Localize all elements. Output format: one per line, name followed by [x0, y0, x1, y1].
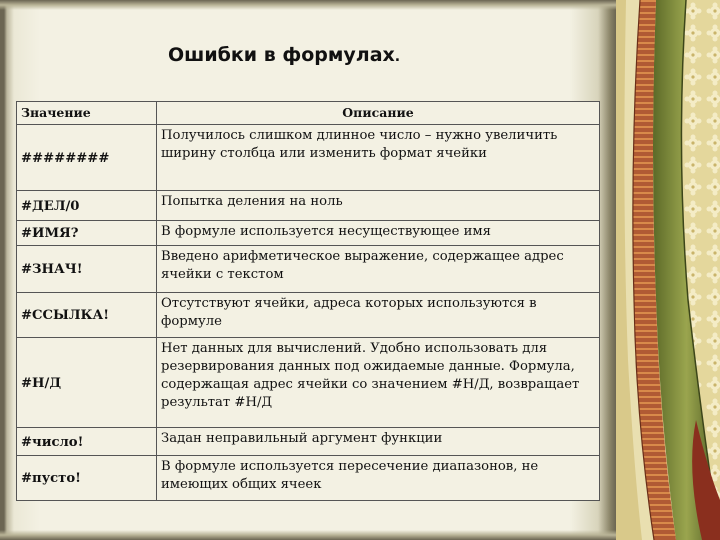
table-header-row [17, 102, 600, 125]
error-description-cell: В формуле используется несуществующее имя [157, 221, 600, 246]
table-row [17, 428, 600, 456]
error-code-cell: #ИМЯ? [17, 221, 157, 246]
error-description-cell: Введено арифметическое выражение, содержащее адрес ячейки с текстом [157, 246, 600, 293]
error-description-cell: Отсутствуют ячейки, адреса которых используются в формуле [157, 293, 600, 338]
error-description-cell: Попытка деления на ноль [157, 191, 600, 221]
slide-title [168, 44, 400, 66]
error-description-cell: Задан неправильный аргумент функции [157, 428, 600, 456]
error-code-cell: ######## [17, 125, 157, 191]
table-row [17, 456, 600, 501]
error-code-cell: #ЗНАЧ! [17, 246, 157, 293]
error-description-cell: Нет данных для вычислений. Удобно использовать для резервирования данных под ожидаемые данные. Формула, содержащая адрес ячейки со значением #Н/Д, возвращает результат #Н/Д [157, 338, 600, 428]
formula-errors-table [16, 101, 600, 501]
slide-title-punct: . [394, 49, 401, 65]
table-row [17, 221, 600, 246]
table-row [17, 338, 600, 428]
error-code-cell: #пусто! [17, 456, 157, 501]
ornament-illustration [616, 0, 720, 540]
header-description: Описание [157, 102, 600, 125]
error-description-cell: В формуле используется пересечение диапазонов, не имеющих общих ячеек [157, 456, 600, 501]
error-code-cell: #ДЕЛ/0 [17, 191, 157, 221]
error-code-cell: #Н/Д [17, 338, 157, 428]
error-code-cell: #ССЫЛКА! [17, 293, 157, 338]
decorative-ornament-panel [616, 0, 720, 540]
table-row [17, 125, 600, 191]
table-row [17, 293, 600, 338]
error-code-cell: #число! [17, 428, 157, 456]
header-value: Значение [17, 102, 157, 125]
table-row [17, 246, 600, 293]
error-description-cell: Получилось слишком длинное число – нужно увеличить ширину столбца или изменить формат ячейки [157, 125, 600, 191]
slide-title-text: Ошибки в формулах [168, 44, 395, 66]
table-row [17, 191, 600, 221]
